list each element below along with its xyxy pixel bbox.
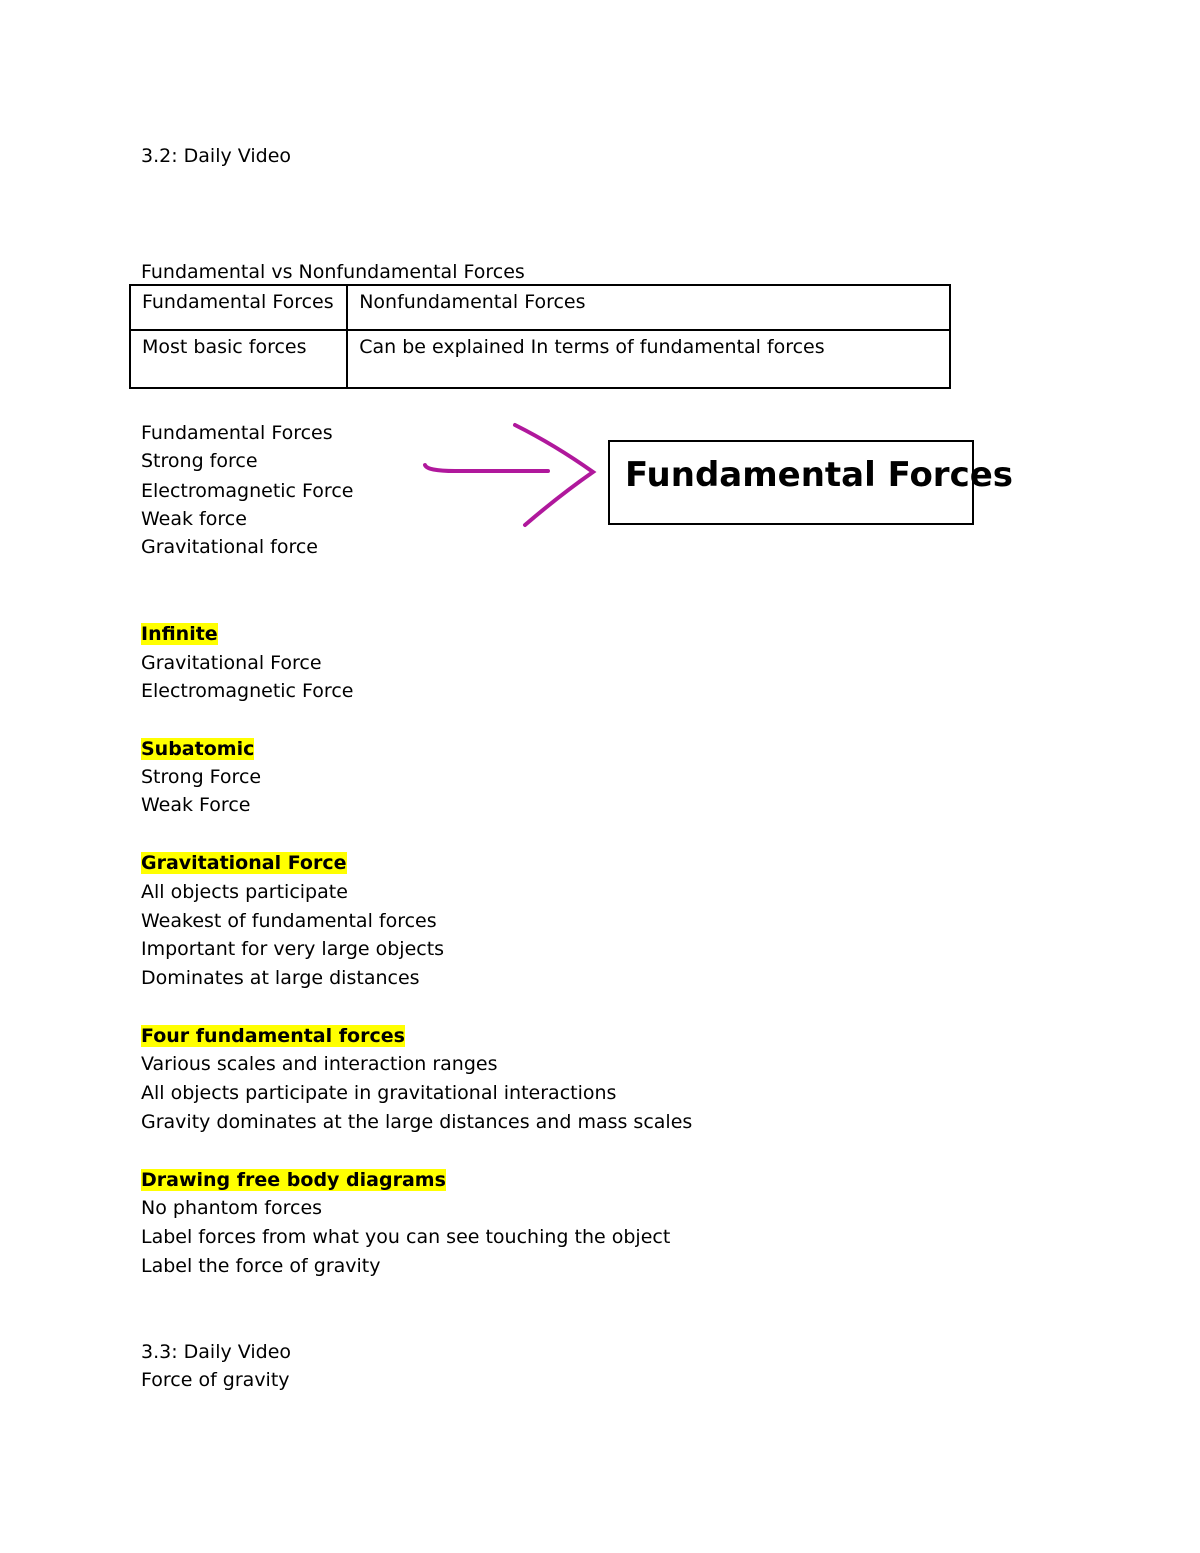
- list-item: Dominates at large distances: [141, 967, 420, 989]
- list-item: Force of gravity: [141, 1369, 290, 1391]
- section-title-3-2: 3.2: Daily Video: [141, 145, 292, 167]
- list-item: Electromagnetic Force: [141, 480, 354, 502]
- subatomic-heading: [141, 735, 254, 763]
- fundamental-list-heading: Fundamental Forces: [141, 422, 333, 444]
- highlighted-heading: Gravitational Force: [141, 852, 347, 874]
- table-header-fundamental: Fundamental Forces: [130, 285, 347, 330]
- list-item: Label the force of gravity: [141, 1255, 381, 1277]
- table-caption: Fundamental vs Nonfundamental Forces: [141, 261, 525, 283]
- list-item: Important for very large objects: [141, 938, 445, 960]
- list-item: Strong Force: [141, 766, 262, 788]
- list-item: Weak Force: [141, 794, 251, 816]
- free-body-heading: [141, 1166, 446, 1194]
- fundamental-forces-box: Fundamental Forces: [608, 440, 974, 525]
- table-header-nonfundamental: Nonfundamental Forces: [347, 285, 950, 330]
- list-item: Weakest of fundamental forces: [141, 910, 437, 932]
- list-item: All objects participate in gravitational interactions: [141, 1082, 617, 1104]
- list-item: Gravity dominates at the large distances and mass scales: [141, 1111, 693, 1133]
- hand-drawn-arrow-icon: [415, 415, 605, 535]
- gravitational-heading: [141, 849, 347, 877]
- highlighted-heading: Subatomic: [141, 738, 255, 760]
- highlighted-heading: Four fundamental forces: [141, 1025, 405, 1047]
- list-item: All objects participate: [141, 881, 348, 903]
- table-cell-fundamental: Most basic forces: [130, 330, 347, 388]
- comparison-table: [129, 284, 951, 389]
- section-title-3-3: 3.3: Daily Video: [141, 1341, 292, 1363]
- list-item: Gravitational force: [141, 536, 318, 558]
- list-item: Gravitational Force: [141, 652, 322, 674]
- list-item: Electromagnetic Force: [141, 680, 354, 702]
- list-item: No phantom forces: [141, 1197, 323, 1219]
- highlighted-heading: Drawing free body diagrams: [141, 1169, 446, 1191]
- table-header-row: [130, 285, 950, 330]
- list-item: Strong force: [141, 450, 258, 472]
- list-item: Various scales and interaction ranges: [141, 1053, 498, 1075]
- four-forces-heading: [141, 1022, 405, 1050]
- infinite-heading: [141, 620, 218, 648]
- list-item: Weak force: [141, 508, 247, 530]
- table-cell-nonfundamental: Can be explained In terms of fundamental forces: [347, 330, 950, 388]
- list-item: Label forces from what you can see touching the object: [141, 1226, 671, 1248]
- table-row: [130, 330, 950, 388]
- highlighted-heading: Infinite: [141, 623, 218, 645]
